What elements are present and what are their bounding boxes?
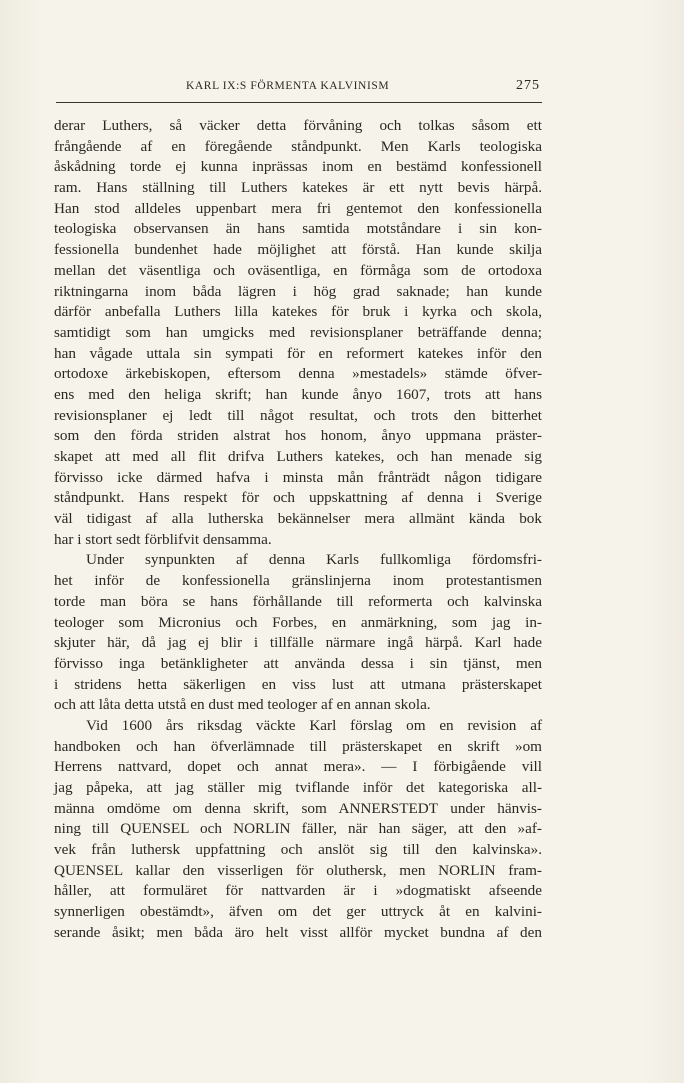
text-line: förvisso inga betänkligheter att använda dessa i sin tjänst, men	[54, 654, 542, 672]
text-line: i stridens hetta säkerligen en viss lust att utmana prästerskapet	[54, 675, 542, 693]
text-line: jag påpeka, att jag ställer mig tviflande inför det kategoriska all-	[54, 779, 542, 796]
text-line: ram. Hans ställning till Luthers katekes är ett nytt bevis härpå.	[54, 179, 542, 197]
text-line: har i stort sedt förblifvit densamma.	[54, 530, 272, 548]
text-line: synnerligen obestämdt», äfven om det ger uttryck åt en kalvini-	[54, 903, 542, 921]
text-line: håller, att formuläret för nattvarden är i »dogmatiskt afseende	[54, 882, 542, 900]
running-title: KARL IX:S FÖRMENTA KALVINISM	[186, 80, 390, 92]
text-line: derar Luthers, så väcker detta förvåning och tolkas såsom ett	[54, 117, 542, 134]
text-line: het inför de konfessionella gränslinjerna inom protestantismen	[54, 572, 542, 590]
text-line: ortodoxe ärkebiskopen, eftersom denna »mestadels» stämde öfver-	[54, 365, 542, 383]
text-line: männa omdöme om denna skrift, som ANNERSTEDT under hänvis-	[54, 799, 542, 817]
text-line: väl tidigast af alla lutherska bekännelser mera allmänt kända bok	[54, 510, 542, 528]
text-line: han vågade uttala sin sympati för en reformert katekes inför den	[54, 344, 542, 362]
text-line: därför anbefalla Luthers lilla katekes för bruk i kyrka och skola,	[54, 303, 542, 321]
text-line: ens med den heliga skrift; han kunde ånyo 1607, trots att hans	[54, 385, 542, 403]
body-text	[54, 116, 542, 944]
text-line: mellan det väsentliga och oväsentliga, en förmåga som de ortodoxa	[54, 261, 542, 279]
page-number: 275	[516, 78, 540, 93]
text-line: ning till QUENSEL och NORLIN fäller, när han säger, att den »af-	[54, 820, 542, 838]
text-line: skjuter här, då jag ej blir i tillfälle närmare ingå härpå. Karl hade	[54, 634, 542, 652]
text-line: riktningarna inom båda lägren i hög grad saknade; han kunde	[54, 282, 542, 300]
text-line: som den förda striden alstrat hos honom, ånyo uppmana präster-	[54, 427, 542, 445]
text-line: Herrens nattvard, dopet och annat mera». — I förbigående vill	[54, 758, 542, 776]
text-line: handboken och han öfverlämnade till prästerskapet en skrift »om	[54, 737, 542, 755]
text-line: Han stod alldeles uppenbart mera fri gentemot den konfessionella	[54, 199, 542, 217]
text-line: åskådning torde ej kunna inprässas inom en bestämd konfessionell	[54, 158, 542, 176]
text-line: Under synpunkten af denna Karls fullkomliga fördomsfri-	[86, 551, 542, 569]
text-line: torde man böra se hans förhållande till reformerta och kalvinska	[54, 592, 542, 610]
text-line: Vid 1600 års riksdag väckte Karl förslag om en revision af	[86, 716, 542, 734]
text-line: fessionella bundenhet hade möjlighet att förstå. Han kunde skilja	[54, 241, 542, 259]
text-line: samtidigt som han umgicks med revisionsplaner beträffande denna;	[54, 323, 542, 341]
text-line: teologiska observansen än hans samtida motståndare i sin kon-	[54, 220, 542, 238]
text-line: frångående af en föregående ståndpunkt. Men Karls teologiska	[54, 137, 542, 155]
text-line: förvisso icke därmed hafva i minsta mån frånträdt någon tidigare	[54, 468, 542, 486]
text-line: skapet att med all flit drifva Luthers katekes, och han menade sig	[54, 448, 542, 465]
running-head	[56, 80, 542, 103]
text-line: QUENSEL kallar den visserligen för oluthersk, men NORLIN fram-	[54, 861, 542, 879]
text-line: och att låta detta utstå en dust med teologer af en annan skola.	[54, 696, 431, 714]
text-line: teologer som Micronius och Forbes, en anmärkning, som jag in-	[54, 613, 542, 631]
text-line: vek från luthersk uppfattning och anslöt sig till den kalvinska».	[54, 841, 542, 859]
text-line: revisionsplaner ej ledt till något resultat, och trots den bitterhet	[54, 406, 542, 424]
text-line: ståndpunkt. Hans respekt för och uppskattning af denna i Sverige	[54, 489, 542, 507]
text-line: serande åsikt; men båda äro helt visst allför mycket bundna af den	[54, 923, 542, 941]
